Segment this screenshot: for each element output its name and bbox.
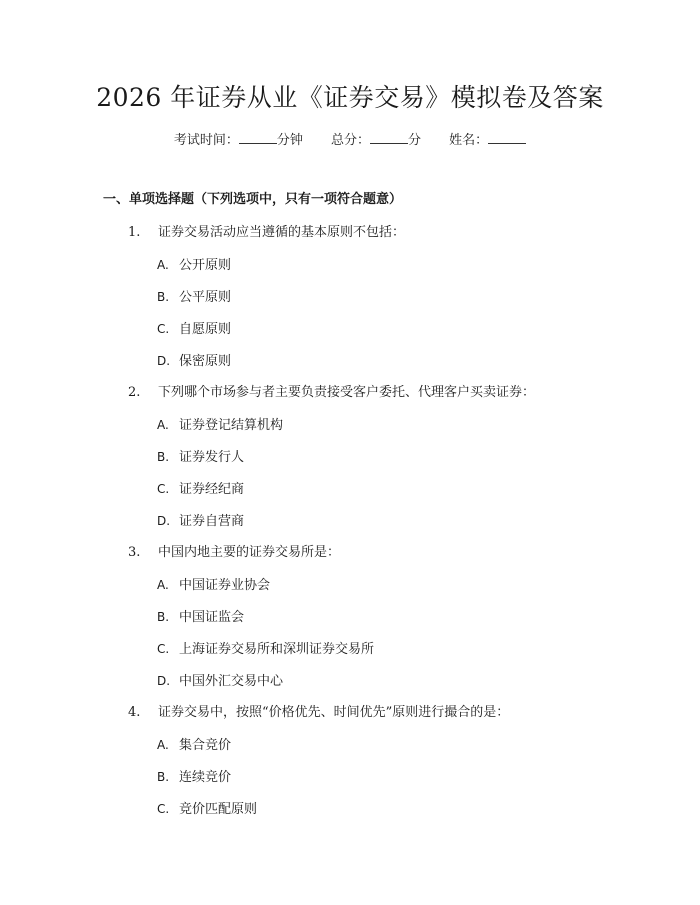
option-letter: B. — [157, 770, 170, 784]
question-text: 下列哪个市场参与者主要负责接受客户委托、代理客户买卖证券： — [158, 385, 536, 400]
student-name-blank — [488, 131, 526, 144]
question-1-option-d — [0, 350, 700, 382]
question-number: 3. — [128, 545, 141, 560]
total-score-blank — [370, 131, 408, 144]
exam-time-blank — [239, 131, 277, 144]
option-text: 集合竞价 — [179, 738, 232, 753]
question-number: 1. — [128, 225, 141, 240]
option-text: 自愿原则 — [179, 322, 232, 337]
question-2-option-b — [0, 446, 700, 478]
option-text: 保密原则 — [179, 354, 232, 369]
question-2-option-a — [0, 414, 700, 446]
option-text: 公平原则 — [179, 290, 232, 305]
option-letter: C. — [157, 482, 170, 496]
option-text: 竞价匹配原则 — [179, 802, 258, 817]
question-1 — [0, 222, 700, 254]
option-text: 证券经纪商 — [179, 482, 245, 497]
option-text: 连续竞价 — [179, 770, 232, 785]
exam-time-label: 考试时间： — [173, 133, 239, 148]
option-letter: B. — [157, 290, 170, 304]
option-letter: B. — [157, 610, 170, 624]
question-3-option-b — [0, 606, 700, 638]
option-letter: A. — [157, 418, 169, 432]
option-letter: B. — [157, 450, 170, 464]
question-text: 中国内地主要的证券交易所是： — [158, 545, 341, 560]
student-name-label: 姓名： — [449, 133, 489, 148]
question-4-option-a — [0, 734, 700, 766]
option-letter: A. — [157, 578, 169, 592]
question-2 — [0, 382, 700, 414]
total-score-label: 总分： — [330, 133, 370, 148]
option-letter: D. — [157, 514, 171, 528]
question-2-option-c — [0, 478, 700, 510]
option-letter: C. — [157, 322, 170, 336]
question-2-option-d — [0, 510, 700, 542]
option-letter: A. — [157, 258, 169, 272]
question-3-option-a — [0, 574, 700, 606]
option-text: 中国外汇交易中心 — [179, 674, 284, 689]
question-4 — [0, 702, 700, 734]
student-name — [449, 131, 526, 151]
option-letter: D. — [157, 674, 171, 688]
question-1-option-b — [0, 286, 700, 318]
question-3-option-c — [0, 638, 700, 670]
question-text: 证券交易中，按照“价格优先、时间优先”原则进行撮合的是： — [158, 705, 510, 720]
option-text: 中国证券业协会 — [179, 578, 271, 593]
option-text: 证券登记结算机构 — [179, 418, 284, 433]
question-number: 2. — [128, 385, 141, 400]
exam-time — [174, 131, 303, 151]
question-3 — [0, 542, 700, 574]
question-list — [0, 222, 700, 830]
section-heading: 一、单项选择题（下列选项中，只有一项符合题意） — [103, 192, 403, 207]
question-4-option-b — [0, 766, 700, 798]
option-text: 证券发行人 — [179, 450, 245, 465]
option-text: 中国证监会 — [179, 610, 245, 625]
total-score-suffix: 分 — [408, 133, 422, 148]
option-letter: C. — [157, 802, 170, 816]
option-text: 证券自营商 — [179, 514, 245, 529]
option-letter: C. — [157, 642, 170, 656]
total-score — [331, 131, 421, 151]
option-text: 上海证券交易所和深圳证券交易所 — [179, 642, 375, 657]
question-1-option-a — [0, 254, 700, 286]
page-title: 2026 年证券从业《证券交易》模拟卷及答案 — [96, 83, 604, 112]
question-3-option-d — [0, 670, 700, 702]
exam-meta — [0, 131, 700, 151]
exam-time-suffix: 分钟 — [276, 133, 303, 148]
option-text: 公开原则 — [179, 258, 232, 273]
question-1-option-c — [0, 318, 700, 350]
question-number: 4. — [128, 705, 141, 720]
option-letter: A. — [157, 738, 169, 752]
question-4-option-c — [0, 798, 700, 830]
question-text: 证券交易活动应当遵循的基本原则不包括： — [158, 225, 406, 240]
option-letter: D. — [157, 354, 171, 368]
